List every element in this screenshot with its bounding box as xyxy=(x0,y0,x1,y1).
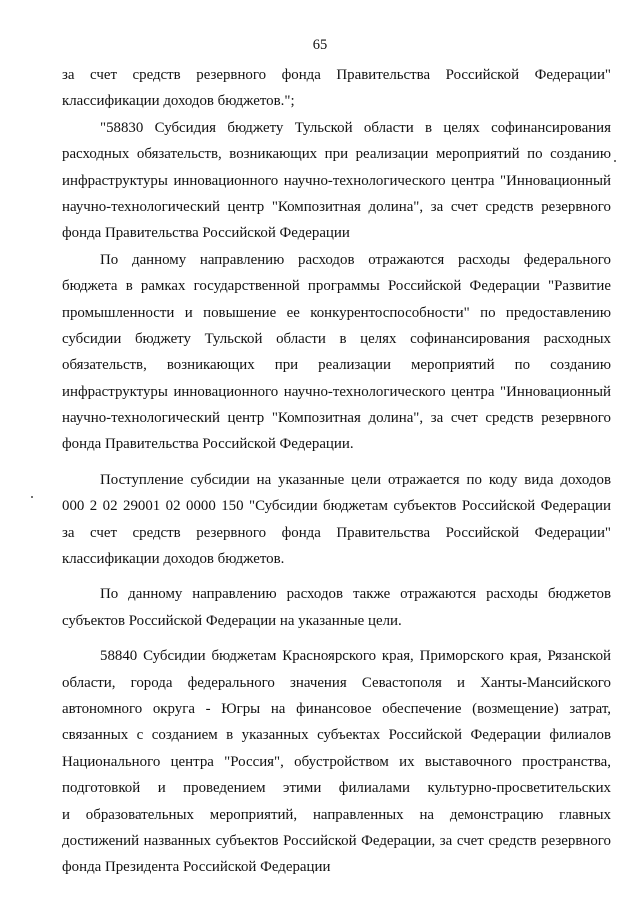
text-line: фонда Правительства Российской Федерации xyxy=(62,225,350,242)
text-line: 58840 Субсидии бюджетам Красноярского края, Приморского края, Рязанской xyxy=(100,648,611,665)
text-line: расходных обязательств, возникающих при реализации мероприятий по созданию xyxy=(62,146,611,163)
text-line: автономного округа - Югры на финансовое обеспечение (возмещение) затрат, xyxy=(62,700,611,717)
paragraph-58840-heading xyxy=(62,643,611,881)
text-line: По данному направлению расходов также отражаются расходы бюджетов xyxy=(100,586,611,603)
text-line: Национального центра "Россия", обустройством их выставочного пространства, xyxy=(62,753,611,770)
text-line: научно-технологический центр "Композитная долина", за счет средств резервного xyxy=(62,198,611,215)
text-line: подготовкой и проведением этими филиалами культурно-просветительских xyxy=(62,780,611,797)
text-line: 000 2 02 29001 02 0000 150 "Субсидии бюджетам субъектов Российской Федерации xyxy=(62,498,611,515)
text-line: за счет средств резервного фонда Правительства Российской Федерации" xyxy=(62,67,611,83)
text-line: субсидии бюджету Тульской области в целях софинансирования расходных xyxy=(62,330,611,347)
scan-speck xyxy=(614,160,616,162)
text-line: субъектов Российской Федерации на указанные цели. xyxy=(62,612,402,629)
text-line: области, города федерального значения Севастополя и Ханты-Мансийского xyxy=(62,674,611,691)
text-line: научно-технологический центр "Композитная долина", за счет средств резервного xyxy=(62,410,611,427)
text-line: Поступление субсидии на указанные цели отражается по коду вида доходов xyxy=(100,471,611,488)
text-line: классификации доходов бюджетов."; xyxy=(62,93,295,110)
scan-speck xyxy=(31,496,33,498)
paragraph-58830-heading xyxy=(62,115,611,247)
text-line: обязательств, возникающих при реализации мероприятий по созданию xyxy=(62,357,611,374)
paragraph-regional-expenses xyxy=(62,581,611,634)
document-body xyxy=(62,62,611,881)
text-line: По данному направлению расходов отражаются расходы федерального xyxy=(100,251,611,268)
text-line: достижений названных субъектов Российской Федерации, за счет средств резервного xyxy=(62,832,611,849)
text-line: фонда Президента Российской Федерации xyxy=(62,859,331,876)
page-number: 65 xyxy=(312,37,328,53)
text-line: классификации доходов бюджетов. xyxy=(62,551,285,568)
text-line: бюджета в рамках государственной программы Российской Федерации "Развитие xyxy=(62,278,611,295)
paragraph-expenses-description xyxy=(62,247,611,458)
text-line: инфраструктуры инновационного научно-технологического центра "Инновационный xyxy=(62,172,611,189)
paragraph-income-code xyxy=(62,467,611,573)
text-line: фонда Правительства Российской Федерации. xyxy=(62,436,354,453)
paragraph-continuation xyxy=(62,62,611,115)
text-line: "58830 Субсидия бюджету Тульской области в целях софинансирования xyxy=(100,119,611,136)
text-line: и образовательных мероприятий, направленных на демонстрацию главных xyxy=(62,806,611,823)
text-line: за счет средств резервного фонда Правительства Российской Федерации" xyxy=(62,524,611,541)
text-line: связанных с созданием в указанных субъектах Российской Федерации филиалов xyxy=(62,727,611,744)
text-line: инфраструктуры инновационного научно-технологического центра "Инновационный xyxy=(62,383,611,400)
text-line: промышленности и повышение ее конкурентоспособности" по предоставлению xyxy=(62,304,611,321)
